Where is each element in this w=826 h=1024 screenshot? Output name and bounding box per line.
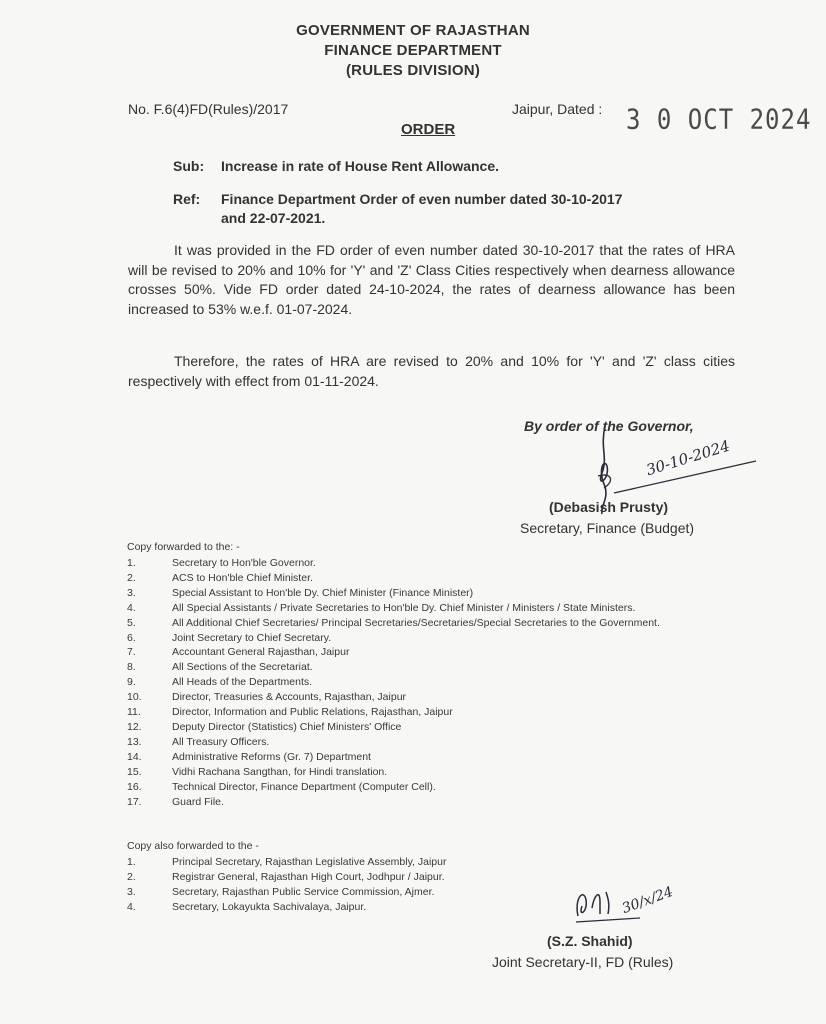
- signatory-1-name: (Debasish Prusty): [549, 499, 669, 515]
- list-item: 15. Vidhi Rachana Sangthan, for Hindi translation.: [127, 765, 388, 778]
- list-item: 8. All Sections of the Secretariat.: [127, 661, 313, 674]
- copy-forwarded-list: [127, 556, 737, 809]
- list-item: 1. Principal Secretary, Rajasthan Legislative Assembly, Jaipur: [127, 856, 447, 868]
- list-item: 2. ACS to Hon'ble Chief Minister.: [127, 571, 313, 584]
- list-item: 13. All Treasury Officers.: [127, 735, 270, 748]
- list-item: 7. Accountant General Rajasthan, Jaipur: [127, 646, 350, 659]
- list-item: 4. All Special Assistants / Private Secretaries to Hon'ble Dy. Chief Minister / Ministers / State Ministers.: [127, 601, 636, 614]
- list-item: 5. All Additional Chief Secretaries/ Principal Secretaries/Secretaries/Special Secretaries to the Government.: [127, 616, 660, 629]
- order-title: ORDER: [401, 121, 456, 138]
- signatory-2-designation: Joint Secretary-II, FD (Rules): [492, 954, 674, 970]
- paragraph-1: It was provided in the FD order of even number dated 30-10-2017 that the rates of HRA will be revised to 20% and 10% for 'Y' and 'Z' Class Cities respectively when dearness allowance crosses 50%. Vide FD order dated 24-10-2024, the rates of dearness allowance has been increased to 53% w.e.f. 01-07-2024.: [128, 242, 735, 317]
- list-item: 4. Secretary, Lokayukta Sachivalaya, Jaipur.: [127, 900, 367, 913]
- signatory-2-name: (S.Z. Shahid): [547, 933, 633, 949]
- list-item: 6. Joint Secretary to Chief Secretary.: [127, 631, 332, 644]
- list-item: 10. Director, Treasuries & Accounts, Rajasthan, Jaipur: [127, 691, 407, 704]
- list-item: 1. Secretary to Hon'ble Governor.: [127, 557, 316, 569]
- reference-number: No. F.6(4)FD(Rules)/2017: [128, 101, 289, 117]
- header-division: (RULES DIVISION): [345, 62, 481, 79]
- list-item: 16. Technical Director, Finance Department (Computer Cell).: [127, 780, 436, 793]
- copy-also-list: [127, 855, 547, 915]
- list-item: 12. Deputy Director (Statistics) Chief Ministers' Office: [127, 720, 402, 733]
- date-stamp: 3 0 OCT 2024: [626, 103, 812, 136]
- paragraph-2: Therefore, the rates of HRA are revised to 20% and 10% for 'Y' and 'Z' class cities respectively with effect from 01-11-2024.: [128, 353, 735, 389]
- reference-line-1: Finance Department Order of even number dated 30-10-2017: [221, 191, 623, 207]
- reference-label: Ref:: [173, 191, 201, 207]
- copy-forwarded-heading: Copy forwarded to the: -: [127, 541, 240, 553]
- list-item: 3. Secretary, Rajasthan Public Service Commission, Ajmer.: [127, 885, 435, 898]
- list-item: 14. Administrative Reforms (Gr. 7) Department: [127, 750, 371, 763]
- copy-also-heading: Copy also forwarded to the -: [127, 840, 259, 852]
- header-government: GOVERNMENT OF RAJASTHAN: [296, 22, 530, 39]
- list-item: 2. Registrar General, Rajasthan High Court, Jodhpur / Jaipur.: [127, 870, 445, 883]
- subject-label: Sub:: [173, 158, 205, 174]
- subject-text: Increase in rate of House Rent Allowance.: [221, 158, 500, 174]
- list-item: 3. Special Assistant to Hon'ble Dy. Chief Minister (Finance Minister): [127, 586, 474, 599]
- place-date-label: Jaipur, Dated :: [512, 101, 603, 117]
- by-order-line: By order of the Governor,: [524, 418, 694, 434]
- signatory-1-designation: Secretary, Finance (Budget): [520, 520, 695, 536]
- signature-2-date: 30/x/24: [620, 883, 676, 918]
- list-item: 9. All Heads of the Departments.: [127, 676, 313, 689]
- list-item: 11. Director, Information and Public Relations, Rajasthan, Jaipur: [127, 706, 453, 719]
- header-department: FINANCE DEPARTMENT: [324, 42, 502, 59]
- signature-1-date: 30-10-2024: [644, 436, 732, 480]
- list-item: 17. Guard File.: [127, 795, 224, 808]
- reference-line-2: and 22-07-2021.: [221, 210, 326, 226]
